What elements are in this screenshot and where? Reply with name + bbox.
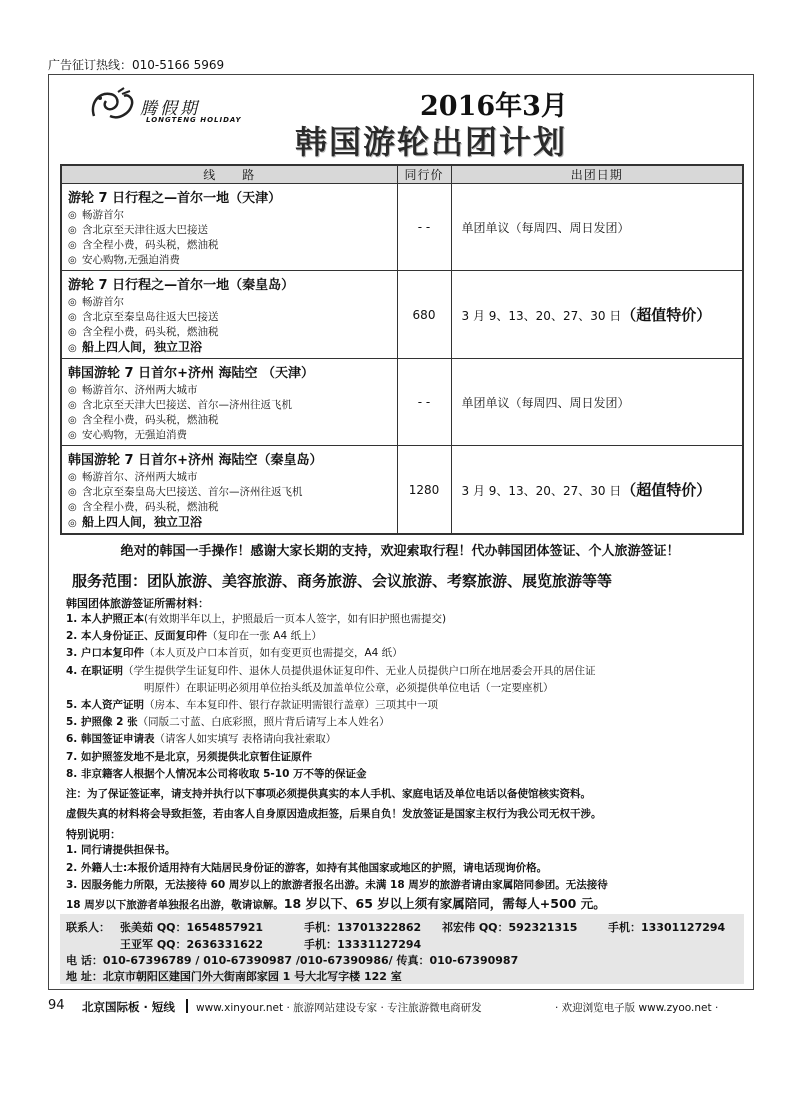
contact-mobile: 手机：13301127294 <box>608 921 726 934</box>
visa-note <box>66 784 746 824</box>
bullet-icon: ◎ <box>68 502 77 513</box>
header-price: 同行价 <box>397 165 451 184</box>
contact-person: 王亚军 QQ：2636331622 <box>120 938 264 951</box>
contact-mobile: 手机：13701322862 <box>304 921 422 934</box>
list-item: 4. 在职证明（学生提供学生证复印件、退休人员提供退休证复印件、无业人员提供户口所在地居委会开具的居住证 <box>66 664 596 677</box>
route-feature: ◎ 安心购物，无强迫消费 <box>68 429 187 441</box>
route-feature: ◎ 畅游首尔 <box>68 209 124 221</box>
list-item: 2. 本人身份证正、反面复印件（复印在一张 A4 纸上） <box>66 630 322 643</box>
route-name: 游轮 7 日行程之—首尔一地（天津） <box>68 191 282 206</box>
route-name: 游轮 7 日行程之—首尔一地（秦皇岛） <box>68 278 295 293</box>
price-cell: 1280 <box>397 446 451 535</box>
list-item: 1. 本人护照正本(有效期半年以上，护照最后一页本人签字，如有旧护照也需提交) <box>66 613 447 625</box>
list-item: 1. 同行请提供担保书。 <box>66 844 176 856</box>
list-item: 6. 韩国签证申请表（请客人如实填写 表格请向我社索取） <box>66 733 337 746</box>
date-cell: 单团单议（每周四、周日发团） <box>451 359 743 446</box>
route-name: 韩国游轮 7 日首尔+济州 海陆空 （天津） <box>68 366 315 381</box>
section-name: 北京国际板 · 短线 <box>82 1000 175 1014</box>
bullet-icon: ◎ <box>68 385 77 396</box>
footer-link: · 欢迎浏览电子版 www.zyoo.net · <box>555 1002 719 1014</box>
contact-person: 祁宏伟 QQ：592321315 <box>442 921 578 934</box>
date-cell: 单团单议（每周四、周日发团） <box>451 184 743 271</box>
contact-person: 张美茹 QQ：1654857921 <box>120 921 264 934</box>
logo-name-cn: 腾假期 <box>140 99 200 119</box>
bullet-icon: ◎ <box>68 472 77 483</box>
route-feature: ◎ 含北京至天津大巴接送、首尔—济州往返飞机 <box>68 399 292 411</box>
requirements-title: 韩国团体旅游签证所需材料： <box>66 597 209 610</box>
route-cell <box>61 446 397 535</box>
special-notes <box>66 842 746 914</box>
bullet-icon: ◎ <box>68 343 77 354</box>
contact-address: 地 址：北京市朝阳区建国门外大街南郎家园 1 号大北写字楼 122 室 <box>66 970 402 983</box>
bullet-icon: ◎ <box>68 210 77 221</box>
price-cell: - - <box>397 359 451 446</box>
bullet-icon: ◎ <box>68 255 77 266</box>
route-feature: ◎ 船上四人间，独立卫浴 <box>68 515 203 529</box>
date-cell: 3 月 9、13、20、27、30 日（超值特价） <box>451 446 743 535</box>
route-feature: ◎ 畅游首尔、济州两大城市 <box>68 384 198 396</box>
company-logo <box>88 86 258 130</box>
price-cell: 680 <box>397 271 451 359</box>
table-row <box>61 271 743 359</box>
bullet-icon: ◎ <box>68 430 77 441</box>
list-item: 8. 非京籍客人根据个人情况本公司将收取 5-10 万不等的保证金 <box>66 767 367 780</box>
route-feature: ◎ 安心购物,无强迫消费 <box>68 254 180 266</box>
bullet-icon: ◎ <box>68 518 77 529</box>
date-cell: 3 月 9、13、20、27、30 日（超值特价） <box>451 271 743 359</box>
contact-phone: 电 话：010-67396789 / 010-67390987 /010-67390986/ 传真：010-67390987 <box>66 954 519 967</box>
dragon-logo-icon <box>88 86 138 126</box>
ad-hotline: 广告征订热线：010-5166 5969 <box>48 58 225 72</box>
contact-box <box>60 914 744 984</box>
list-item: 3. 因服务能力所限，无法接待 60 周岁以上的旅游者报名出游。未满 18 周岁的旅游者请由家属陪同参团。无法接待 <box>66 879 608 891</box>
requirements-list <box>66 611 746 783</box>
title-year: 2016年3月 <box>420 91 568 122</box>
contact-label: 联系人： <box>66 921 110 934</box>
bullet-icon: ◎ <box>68 327 77 338</box>
header-date: 出团日期 <box>451 165 743 184</box>
route-table <box>60 164 744 535</box>
footer-ad: www.xinyour.net · 旅游网站建设专家 · 专注旅游微电商研发 <box>196 1002 482 1014</box>
list-item: 2. 外籍人士:本报价适用持有大陆居民身份证的游客，如持有其他国家或地区的护照，请电话现询价格。 <box>66 861 548 874</box>
table-row <box>61 446 743 535</box>
bullet-icon: ◎ <box>68 400 77 411</box>
special-notes-title: 特别说明： <box>66 828 121 841</box>
route-cell <box>61 359 397 446</box>
list-item-continuation: 明原件）在职证明必须用单位抬头纸及加盖单位公章，必须提供单位电话（一定要座机） <box>144 681 554 694</box>
note-line: 虚假失真的材料将会导致拒签，若由客人自身原因造成拒签，后果自负！发放签证是国家主权行为我公司无权干涉。 <box>66 808 602 820</box>
table-row <box>61 359 743 446</box>
route-feature: ◎ 含全程小费，码头税，燃油税 <box>68 239 219 251</box>
route-feature: ◎ 含北京至秦皇岛大巴接送、首尔—济州往返飞机 <box>68 486 303 498</box>
price-cell: - - <box>397 184 451 271</box>
route-feature: ◎ 含全程小费，码头税，燃油税 <box>68 414 219 426</box>
route-name: 韩国游轮 7 日首尔+济州 海陆空（秦皇岛） <box>68 453 323 468</box>
route-feature: ◎ 畅游首尔、济州两大城市 <box>68 471 198 483</box>
slogan: 绝对的韩国一手操作！感谢大家长期的支持，欢迎索取行程！代办韩国团体签证、个人旅游签证！ <box>120 544 680 559</box>
bullet-icon: ◎ <box>68 225 77 236</box>
list-item: 18 周岁以下旅游者单独报名出游，敬请谅解。18 岁以下、65 岁以上须有家属陪同，需每人+500 元。 <box>66 895 606 911</box>
note-line: 注：为了保证签证率，请支持并执行以下事项必须提供真实的本人手机、家庭电话及单位电话以备使馆核实资料。 <box>66 788 591 800</box>
list-item: 5. 护照像 2 张（同版二寸蓝、白底彩照，照片背后请写上本人姓名） <box>66 716 390 729</box>
route-feature: ◎ 含全程小费，码头税，燃油税 <box>68 501 219 513</box>
page-title: 韩国游轮出团计划 <box>295 123 568 161</box>
logo-name-en: LONGTENG HOLIDAY <box>146 116 242 124</box>
route-cell <box>61 271 397 359</box>
route-feature: ◎ 含北京至天津往返大巴接送 <box>68 224 208 236</box>
page-number: 94 <box>48 998 65 1013</box>
bullet-icon: ◎ <box>68 415 77 426</box>
service-scope: 服务范围：团队旅游、美容旅游、商务旅游、会议旅游、考察旅游、展览旅游等等 <box>72 572 613 590</box>
table-row <box>61 184 743 271</box>
list-item: 3. 户口本复印件（本人页及户口本首页，如有变更页也需提交，A4 纸） <box>66 647 403 660</box>
footer-divider <box>186 999 188 1013</box>
bullet-icon: ◎ <box>68 240 77 251</box>
route-feature: ◎ 含全程小费，码头税，燃油税 <box>68 326 219 338</box>
bullet-icon: ◎ <box>68 297 77 308</box>
list-item: 5. 本人资产证明（房本、车本复印件、银行存款证明需银行盖章）三项其中一项 <box>66 699 438 712</box>
route-feature: ◎ 含北京至秦皇岛往返大巴接送 <box>68 311 219 323</box>
route-cell <box>61 184 397 271</box>
table-header-row <box>61 165 743 184</box>
bullet-icon: ◎ <box>68 487 77 498</box>
route-feature: ◎ 船上四人间，独立卫浴 <box>68 340 203 354</box>
header-route: 线 路 <box>61 165 397 184</box>
bullet-icon: ◎ <box>68 312 77 323</box>
list-item: 7. 如护照签发地不是北京，另须提供北京暂住证原件 <box>66 750 312 763</box>
route-feature: ◎ 畅游首尔 <box>68 296 124 308</box>
contact-mobile: 手机：13331127294 <box>304 938 422 951</box>
